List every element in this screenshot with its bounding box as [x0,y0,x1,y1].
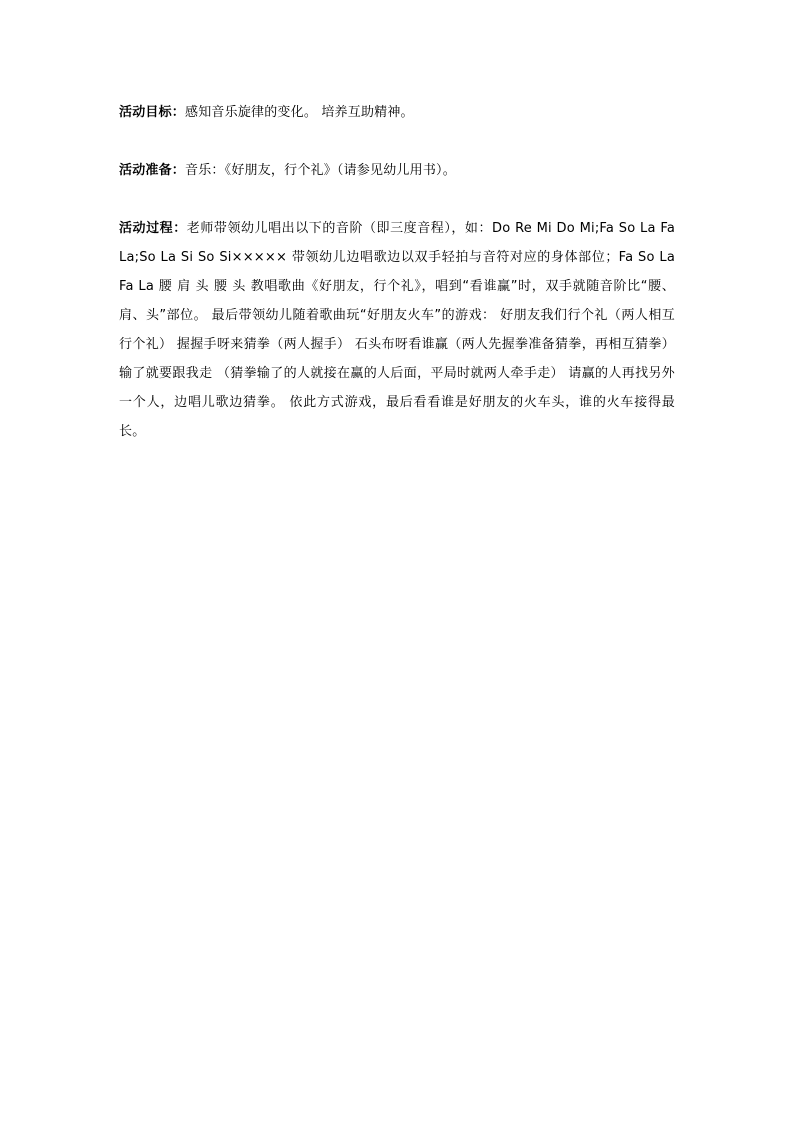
activity-goal-label: 活动目标： [119,105,186,120]
document-body [119,98,675,446]
activity-goal-paragraph [119,98,675,127]
activity-preparation-text: 音乐：《好朋友，行个礼》（请参见幼儿用书）。 [185,163,456,178]
activity-process-label: 活动过程： [119,221,187,236]
activity-goal-text: 感知音乐旋律的变化。 培养互助精神。 [185,105,414,120]
activity-process-paragraph [119,214,675,446]
activity-preparation-paragraph [119,156,675,185]
activity-process-text: 老师带领幼儿唱出以下的音阶（即三度音程），如：Do Re Mi Do Mi;Fa So La Fa La;So La Si So Si××××× 带领幼儿边唱歌边以双手轻拍与音符对应的身体部位；Fa So La Fa La 腰 肩 头 腰 头 教唱歌曲《好朋友，行个礼》，唱到“看谁赢”时，双手就随音阶比“腰、肩、头”部位。 最后带领幼儿随着歌曲玩“好朋友火车”的游戏： 好朋友我们行个礼（两人相互行个礼） 握握手呀来猜拳（两人握手） 石头布呀看谁赢（两人先握拳准备猜拳，再相互猜拳） 输了就要跟我走 （猜拳输了的人就接在赢的人后面，平局时就两人牵手走） 请赢的人再找另外一个人，边唱儿歌边猜拳。 依此方式游戏，最后看看谁是好朋友的火车头，谁的火车接得最长。 [119,221,675,439]
activity-preparation-label: 活动准备： [119,163,186,178]
